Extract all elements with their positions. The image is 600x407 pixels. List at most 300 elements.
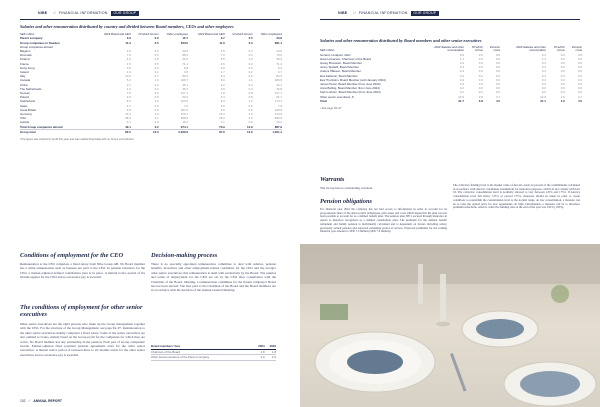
row-value: 4.5 [220,61,225,66]
row-value: 3.2 [220,82,225,87]
row-value: 1.0 [154,99,159,104]
board-fees-year: 2024 [253,344,264,349]
row-value: 681.1 [274,40,282,45]
left-page-footer [20,399,62,403]
row-label: Switzerland [20,99,35,104]
row-value: 3.7 [277,69,282,74]
row-value: 0.2 [459,86,464,91]
row-value: 0.0 [478,90,483,95]
row-value: 0.5 [154,40,159,45]
col-header: 2023 Salaries and other remuneration [516,45,546,53]
row-value: 32.8 [276,86,282,91]
row-value: 0.0 [478,73,483,78]
row-value: 0.3 [154,86,159,91]
board-fees-header: Board members' fees [151,344,253,349]
row-value: 0.0 [541,86,546,91]
right-page-header [338,9,439,17]
row-value: 0.4 [459,73,464,78]
row-value: 4.2 [126,86,131,91]
row-value: 0.4 [248,86,253,91]
col-header: Of which bonus [553,45,565,53]
row-value: 0.0 [560,90,565,95]
col-header: Of which bonus¹ [232,32,253,36]
row-value: 4.5 [495,98,500,103]
row-value: 0.0 [577,65,582,70]
row-label: Georg Brunstam, Board Member [320,61,362,65]
row-value: 5.2 [126,78,131,83]
row-value: 10.7 [182,36,188,41]
row-value: 12.9 [246,129,253,134]
table-row [20,129,282,134]
row-value: 0.2 [131,125,159,130]
row-label: Belgium [20,48,31,53]
row-value: 24.0 [540,94,546,99]
row-value: 0.5 [154,107,159,112]
row-value: 1.7 [220,69,225,74]
row-value: 0.9 [248,74,253,79]
row-value: 0.3 [248,48,253,53]
row-value: 3.1 [154,116,159,121]
row-value: 0.8 [248,90,253,95]
row-value: 3.4 [541,52,546,57]
row-value: 127.7 [274,90,282,95]
row-value: 0.0 [560,73,565,78]
col-header: Of which bonus¹ [138,32,159,36]
row-value: 174.1 [274,99,282,104]
board-table [320,46,582,110]
col-header: 2023 Board and CEO [198,32,225,36]
row-value: 7.5 [277,103,282,108]
row-value: 70.6 [276,53,282,58]
row-value: 0.0 [560,69,565,74]
row-value: 0.0 [541,82,546,87]
row-value: 0.8 [478,94,483,99]
footer-separator: // [28,399,31,403]
col-header: Other employees [260,32,282,36]
row-value: 1.6 [560,98,565,103]
row-label: Ireland [20,69,29,74]
row-value: 5.6 [220,57,225,62]
unit-header: SEK million [320,48,335,53]
row-value: 0.0 [126,65,131,70]
conditions-senior-title: The conditions of employment for other senior executives [20,304,143,318]
row-value: 0.7 [154,74,159,79]
row-label: Hong Kong [20,65,35,70]
row-label: Group total [20,129,36,134]
row-label: Italy [20,74,26,79]
row-label: Total [320,98,327,103]
board-fees-year: 2023 [265,344,276,349]
row-value: 0.0 [560,61,565,65]
row-value: 60.9 [182,57,188,62]
row-label: Anna Bolling, Board Member (from June 2024) [320,86,380,91]
row-value: 24.5 [458,94,464,99]
row-value: 15.4 [219,111,225,116]
row-value: 0.0 [154,36,159,41]
row-label: Other board members of the Parent company [151,355,253,361]
row-value: 0.2 [248,61,253,66]
row-label: Jenny Sjödahl, Board Member [320,65,359,70]
row-value: 1.1 [126,120,131,125]
row-value: 80.5 [182,74,188,79]
row-value: 71.2 [276,61,282,66]
row-value: 0.0 [577,86,582,91]
row-value: 0.5 [248,103,253,108]
row-value: 0.0 [577,56,582,61]
row-value: 3.8 [183,69,188,74]
row-value: 0.8 [248,95,253,100]
row-value: 2.0 [253,355,264,361]
row-value: 0.8 [577,52,582,57]
header-rule [320,19,580,20]
row-value: 0.0 [478,65,483,70]
row-value: 0.0 [577,73,582,78]
col-header: 2024 Board and CEO [104,32,131,36]
left-page-header [38,9,139,17]
unit-header: SEK million [20,32,35,36]
row-value: 3.7 [495,94,500,99]
row-value: 12.9 [225,125,253,130]
section-badge: OUR GROUP [111,11,140,16]
row-value: 0.4 [459,77,464,82]
row-value: 0.0 [495,69,500,74]
row-label: Norway [20,90,30,95]
row-label: USA [20,116,26,121]
row-value: 11.0 [219,40,225,45]
row-value: 0.0 [478,77,483,82]
row-label: China [20,82,28,87]
row-value: 0.0 [478,69,483,74]
row-value: 6.9 [220,78,225,83]
pension-text-col3: The collective funding level is the market value of Alecta's assets in percent of the commitments calculated in accordance with Alecta's calculation assumptions for insurance purposes, which do not comply with IAS 19. The collective consolidation level is normally allowed to vary between 125% and 175%. If Alecta's consolidation level fall below 125% or exceed 175%, measures should be taken in order to create conditions to reestablish the consolidation level to the normal range. At low consolidation, a measure can be to raise the agreed price for new agreements. At high consolidation, a measure can be to introduce premium reductions. Alecta's collective funding ratio at the end of the year was 162% (158%). [453,183,580,210]
row-value: 0.3 [154,48,159,53]
row-label: Group companies abroad [20,44,53,49]
dining-table-illustration [300,244,600,407]
row-value: 828.9 [180,116,188,121]
row-value: 9.4 [220,74,225,79]
warrants-title: Warrants [320,176,345,183]
section-label: FINANCIAL INFORMATION [58,11,108,15]
decision-text: There is no specially appointed remuneration committee to deal with salaries, pension benefits, incentives and other employment-related conditions for the CEO and the Group's other senior executives; this remuneration is dealt with exclusively by the Board. The salaries and terms of employment for the CEO are set by the CEO after consultation with the Chairman of the Board. Meeting, a remuneration committee for the Parent company's Board has not been elected. The fees paid to the Chairman of the Board and the Board members are in accordance with the decision of the Annual General Meeting. [151,262,276,293]
row-value: 61.7 [276,95,282,100]
row-value: 1.5 [248,111,253,116]
row-value: 0.5 [248,107,253,112]
salaries-table [20,33,282,141]
row-value: 0.4 [459,69,464,74]
row-value: 1.0 [248,57,253,62]
row-value: 0.0 [560,52,565,57]
row-value: 0.0 [560,56,565,61]
row-value: 0.0 [577,82,582,87]
row-value: 187.0 [180,107,188,112]
row-value: 0.2 [459,90,464,95]
row-value: 0.0 [495,61,500,65]
row-value: 7.9 [126,53,131,58]
row-value: 0.0 [478,86,483,91]
row-value: 866.5 [274,116,282,121]
row-value: 0.0 [577,90,582,95]
section-badge: OUR GROUP [411,11,440,16]
row-value: 1.0 [248,99,253,104]
row-value: 0.0 [248,120,253,125]
row-value: 6.9 [126,107,131,112]
row-value: 0.4 [459,61,464,65]
row-value: 35.1 [182,82,188,87]
row-value: 0.8 [478,98,483,103]
row-value: 2.6 [126,48,131,53]
row-value: 0.0 [220,65,225,70]
col-header: Pension costs [571,45,582,53]
row-label: Germany [20,111,32,116]
row-value: 12.3 [153,129,159,134]
row-value: 0.0 [495,56,500,61]
row-value: 7.6 [220,53,225,58]
warrants-text: The Group has no outstanding warrants. [320,186,373,190]
row-value: 0.0 [560,65,565,70]
conditions-senior-text: Other senior executives are the eight persons who make up the Group management together with the CEO. For the structure of the Group Management, see page 94–97. Remuneration to the other senior executives mainly comprises a fixed salary. Some of the senior executives are also entitled to bonus, mainly based on the Group profit for the companies for which they are active. No Board member has any partnership in the pension. Each part of Group companies' boards. Market-adjusted fixed payment pension agreements exist for the other senior executives. A mutual notice period of between three to six months exists for the other senior executives and no severance pay is awarded. [20,322,145,357]
row-value: 0.0 [495,65,500,70]
row-value: 31.1 [540,98,546,103]
brand-label: NIBE [38,11,48,15]
row-value: 0.4 [541,77,546,82]
row-label: Parent company [20,36,43,41]
row-label: Eva Karlsson, Board Member [320,73,358,78]
row-value: 2.7 [126,103,131,108]
row-value: 3.7 [126,82,131,87]
row-value: 0.3 [154,82,159,87]
row-value: 0.0 [577,69,582,74]
row-value: 32.1 [276,82,282,87]
header-separator: // [53,11,56,15]
row-value: 87.6 [219,129,225,134]
row-value: 73.9 [188,125,225,130]
row-value: 1.8 [265,349,276,355]
row-value: 3.2 [248,116,253,121]
salaries-footnote: ¹The figure was entered in profit this year and was settled financially with no bonus commitment [20,137,134,141]
row-value: 0.4 [541,69,546,74]
col-header: Pension costs [489,45,500,53]
row-value: 1.1 [248,78,253,83]
row-value: 0.0 [478,82,483,87]
row-value: 1.1 [459,56,464,61]
row-value: 8.3 [126,99,131,104]
row-value: 2.5 [220,48,225,53]
row-label: Great Britain [20,107,37,112]
row-label: Hans Linnarson, Chairman of the Board [320,56,371,61]
row-value: 0.0 [478,61,483,65]
row-label: Poland [20,95,30,100]
row-value: 0.0 [154,65,159,70]
row-value: 2,226.9 [178,129,188,134]
row-label: Spain [20,103,28,108]
row-value: 1.0 [154,111,159,116]
row-value: 3.7 [577,94,582,99]
row-value: 0.0 [560,82,565,87]
row-value: 0.4 [248,82,253,87]
row-value: 38.4 [125,116,131,121]
row-value: 35.2 [219,116,225,121]
row-value: 7.9 [126,90,131,95]
row-label: Gerteric Lindquist, CEO [320,52,351,57]
conditions-ceo-text: Remuneration to the CEO comprises a fixed salary from Nibe Group AB. No Board member has a white remuneration such as bonuses are paid to the CEO. In pension insurance for the CEO, a market-adjusted defined contribution plan is in place. A mutual notice period of six months applies for the CEO and no severance pay is awarded. [20,262,145,280]
board-table-title: Salaries and other remuneration distributed by Board members and other senior executives [320,38,482,43]
row-value: 0.4 [541,61,546,65]
row-value: 169.8 [274,107,282,112]
header-rule [20,19,280,20]
row-value: 0.0 [495,82,500,87]
row-value: 3.7 [220,36,225,41]
board-footnote: ¹ See page 94–97 [320,107,342,111]
row-label: Karin Lisborn, Board Member (from June 2024) [320,90,381,95]
row-value: 0.6 [154,90,159,95]
row-value: 0.4 [459,65,464,70]
row-value: 0.0 [248,65,253,70]
row-value: 0.0 [495,77,500,82]
row-value: 7.6 [183,103,188,108]
header-separator: // [353,11,356,15]
row-value: 163.5 [180,99,188,104]
row-value: 7.8 [220,90,225,95]
decision-title: Decision-making process [151,252,218,259]
row-value: 0.0 [154,120,159,125]
row-value: 1.1 [541,56,546,61]
row-value: 36.2 [182,86,188,91]
footer-label: ANNUAL REPORT [33,399,62,403]
row-value: 16.4 [276,120,282,125]
row-label: Anders Pålsson, Board Member [320,69,361,74]
brand-label: NIBE [338,11,348,15]
pension-title: Pension obligations [320,198,373,205]
row-value: 0.0 [577,61,582,65]
row-value: 8.4 [220,99,225,104]
row-value: 1.0 [154,78,159,83]
row-value: 6.8 [183,65,188,70]
col-header: Other employees [166,32,188,36]
row-value: 0.5 [154,57,159,62]
row-value: 69.3 [276,57,282,62]
row-value: 31.7 [458,98,464,103]
row-label: James Pérez, Board Member (from June 2024) [320,82,381,87]
row-value: 82.3 [276,74,282,79]
col-header: 2024 Salaries and other remuneration [434,45,464,53]
row-value: 4.5 [126,61,131,66]
row-label: Austria [20,120,29,125]
section-label: FINANCIAL INFORMATION [358,11,408,15]
row-value: 1.9 [265,355,276,361]
row-value: 3.9 [126,95,131,100]
row-value: 127.1 [180,90,188,95]
row-value: 15.4 [125,111,131,116]
row-value: 3.9 [220,86,225,91]
row-value: 3.9 [126,36,131,41]
row-value: 0.0 [541,90,546,95]
row-value: 49.1 [94,125,131,130]
board-fees-table [151,344,276,361]
row-value: 80.0 [125,129,131,134]
row-value: 2.6 [220,103,225,108]
row-value: 0.4 [541,73,546,78]
row-value: 1.1 [220,120,225,125]
row-value: 0.0 [478,52,483,57]
row-value: 1.6 [560,94,565,99]
row-value: 0.3 [248,40,253,45]
row-value: 15.4 [182,120,188,125]
row-value: 0.8 [154,95,159,100]
row-value: 62.5 [182,95,188,100]
row-value: 974.1 [159,125,188,130]
row-label: Other senior executives, 8 [320,94,354,99]
row-value: 0.0 [154,53,159,58]
row-label: Total Group companies abroad [20,125,94,130]
row-value: 633.0 [180,40,188,45]
dining-table-photo [300,244,600,407]
row-label: The Netherlands [20,86,42,91]
page-number: 102 [20,399,26,403]
row-value: 0.0 [495,90,500,95]
row-value: 0.0 [248,36,253,41]
col-header: Of which bonus [471,45,483,53]
row-value: 71.1 [182,61,188,66]
row-value: 0.2 [248,53,253,58]
row-value: 0.1 [154,69,159,74]
row-value: 0.0 [478,56,483,61]
table-row [320,99,582,103]
row-value: 1.8 [253,349,264,355]
row-value: 4.5 [126,57,131,62]
row-value: 10.5 [125,74,131,79]
salaries-table-title: Salaries and other remuneration distributed by country and divided between Board members, CEOs and other employees [20,24,234,29]
row-value: 11.3 [125,40,131,45]
row-value: 0.5 [154,103,159,108]
row-value: 5.9 [220,107,225,112]
row-value: 0.2 [248,69,253,74]
row-value: 85.5 [182,53,188,58]
row-value: 24.6 [276,48,282,53]
row-value: 1.9 [126,69,131,74]
row-label: Finland [20,57,30,62]
row-value: 20.8 [276,36,282,41]
row-label: Canada [20,78,31,83]
row-value: 0.0 [495,86,500,91]
row-value: 180.5 [274,78,282,83]
row-value: 0.0 [560,86,565,91]
row-label: Chairman of the Board [151,349,253,355]
row-value: 0.0 [577,77,582,82]
row-value: 196.7 [180,78,188,83]
row-value: 3.6 [459,52,464,57]
row-value: 4.3 [220,95,225,100]
row-label: Group companies in Sweden [20,40,60,45]
pension-text-col1: For financial year 2024 the company has not had access to information in order to account for its proportionate share of the Alecta plan's obligations, plan assets and costs which meant that the plan was not been possible to account for as a defined benefit plan. The pension plan ITP 2 secured through insurance in Alecta is therefore recognised as a defined contribution plan. The premium for the defined benefit retirement and family pension is individually calculated and is dependent on factors including salary, previously earned pension and expected remaining period of service. Expected premiums for the coming financial year amount to SEK 7.3 million (SEK 7.6 million). [320,207,447,234]
row-label: Eva Thunholm, Board Member (until January 2024) [320,77,386,82]
row-value: 4.5 [577,98,582,103]
table-row [151,355,276,361]
row-value: 887.9 [253,125,282,130]
row-value: 20.8 [182,48,188,53]
row-value: 0.5 [154,61,159,66]
row-value: 0.8 [495,52,500,57]
row-label: Denmark [20,53,32,58]
row-value: 0.0 [495,73,500,78]
row-value: 413.5 [274,111,282,116]
row-value: 1,301.4 [272,129,282,134]
row-value: 0.4 [541,65,546,70]
row-value: 379.1 [180,111,188,116]
row-value: 0.0 [560,77,565,82]
row-value: 6.4 [277,65,282,70]
row-label: France [20,61,29,66]
row-value: 0.2 [459,82,464,87]
